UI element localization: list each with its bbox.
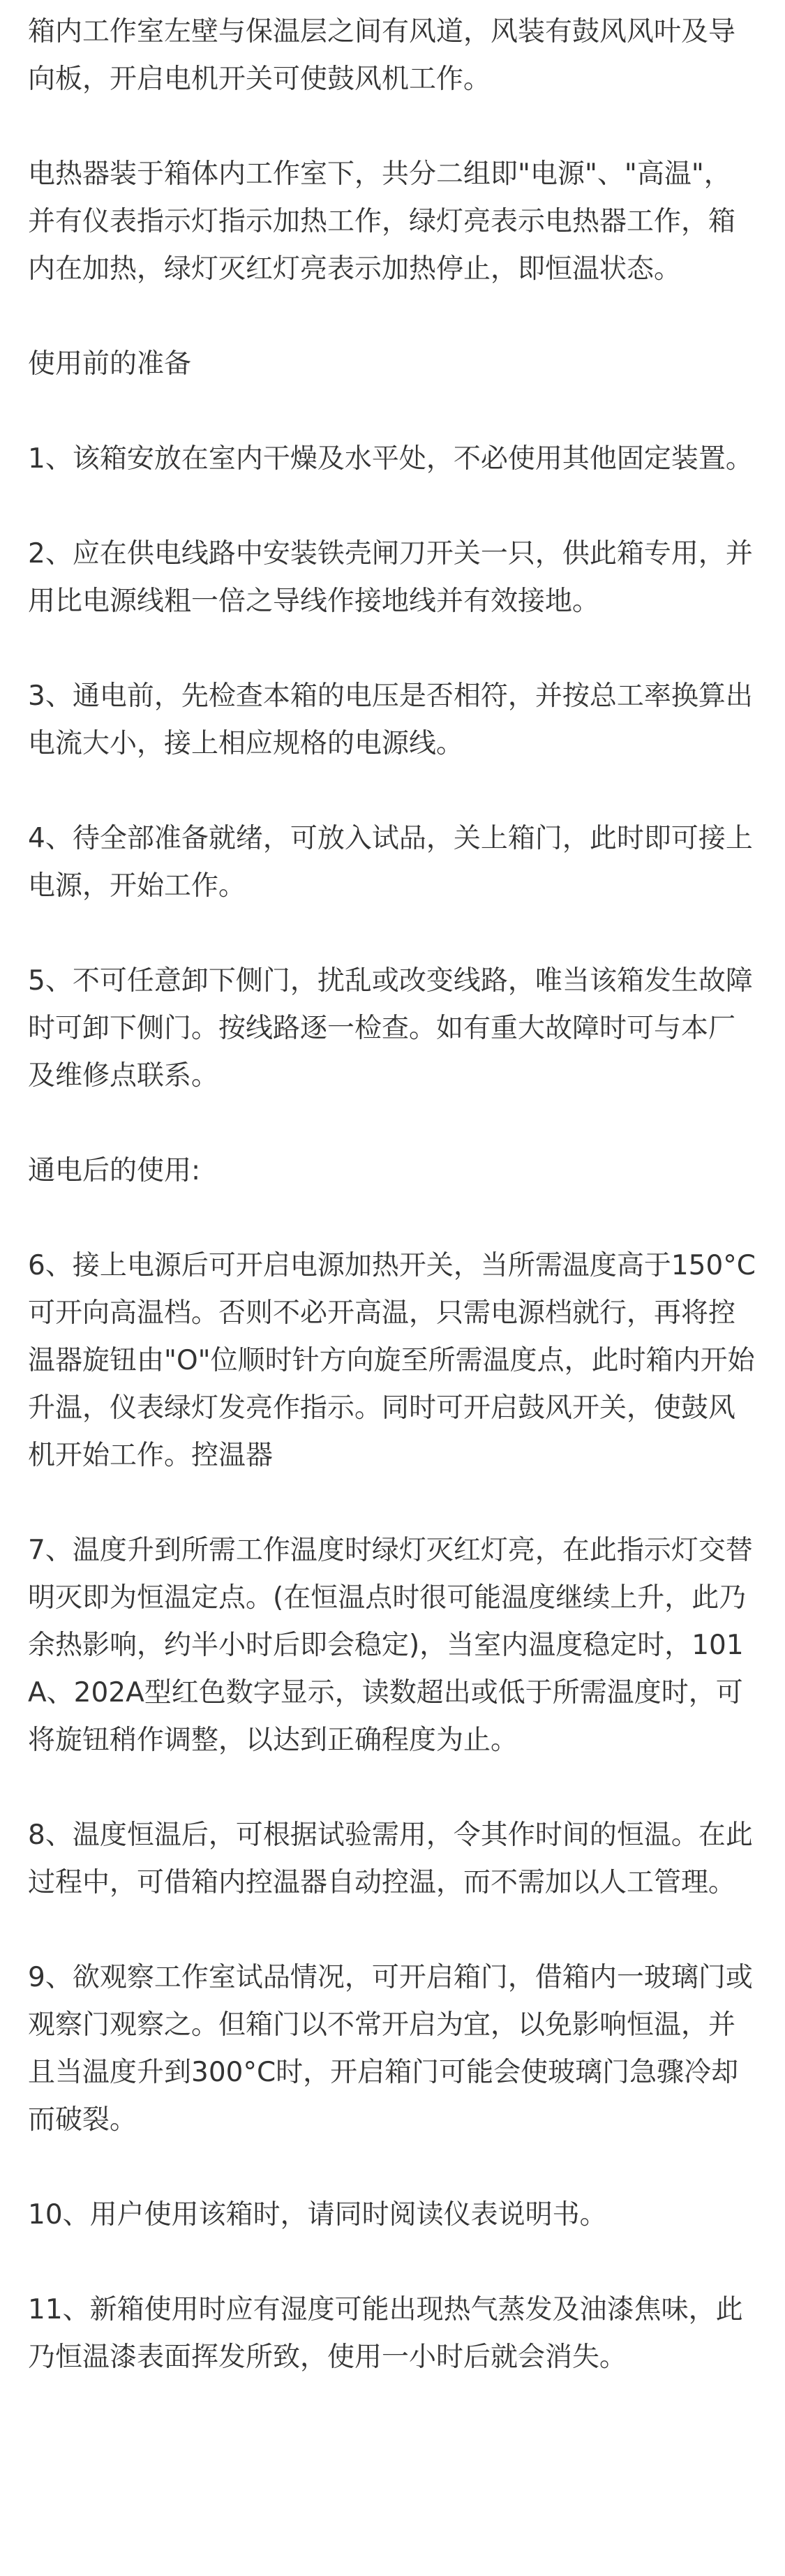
article-body (28, 8, 757, 2381)
list-item-7: 7、温度升到所需工作温度时绿灯灭红灯亮，在此指示灯交替明灭即为恒温定点。(在恒温点时很可能温度继续上升，此乃余热影响，约半小时后即会稳定)，当室内温度稳定时，101A、202A型红色数字显示，读数超出或低于所需温度时，可将旋钮稍作调整，以达到正确程度为止。 (28, 1535, 753, 1756)
list-item-3: 3、通电前，先检查本箱的电压是否相符，并按总工率换算出电流大小，接上相应规格的电源线。 (28, 680, 753, 759)
list-item-11: 11、新箱使用时应有湿度可能出现热气蒸发及油漆焦味，此乃恒温漆表面挥发所致，使用一小时后就会消失。 (28, 2294, 743, 2373)
list-item-4: 4、待全部准备就绪，可放入试品，关上箱门，此时即可接上电源，开始工作。 (28, 823, 753, 902)
list-item-9: 9、欲观察工作室试品情况，可开启箱门，借箱内一玻璃门或观察门观察之。但箱门以不常开启为宜，以免影响恒温，并且当温度升到300°C时，开启箱门可能会使玻璃门急骤冷却而破裂。 (28, 1962, 753, 2136)
list-item-2: 2、应在供电线路中安装铁壳闸刀开关一只，供此箱专用，并用比电源线粗一倍之导线作接地线并有效接地。 (28, 538, 753, 617)
section-heading-preparation: 使用前的准备 (28, 348, 192, 380)
list-item-8: 8、温度恒温后，可根据试验需用，令其作时间的恒温。在此过程中，可借箱内控温器自动控温，而不需加以人工管理。 (28, 1819, 753, 1898)
list-item-6: 6、接上电源后可开启电源加热开关，当所需温度高于150°C可开向高温档。否则不必开高温，只需电源档就行，再将控温器旋钮由"O"位顺时针方向旋至所需温度点，此时箱内开始升温，仪表绿灯发亮作指示。同时可开启鼓风开关，使鼓风机开始工作。控温器 (28, 1250, 756, 1471)
list-item-1: 1、该箱安放在室内干燥及水平处，不必使用其他固定装置。 (28, 443, 753, 475)
list-item-5: 5、不可任意卸下侧门，扰乱或改变线路，唯当该箱发生故障时可卸下侧门。按线路逐一检查。如有重大故障时可与本厂及维修点联系。 (28, 965, 753, 1092)
section-heading-usage: 通电后的使用: (28, 1155, 201, 1186)
list-item-10: 10、用户使用该箱时，请同时阅读仪表说明书。 (28, 2199, 607, 2231)
paragraph-air-duct: 箱内工作室左壁与保温层之间有风道，风装有鼓风风叶及导向板，开启电机开关可使鼓风机工作。 (28, 16, 736, 95)
paragraph-heater: 电热器装于箱体内工作室下，共分二组即"电源"、"高温"，并有仪表指示灯指示加热工作，绿灯亮表示电热器工作，箱内在加热，绿灯灭红灯亮表示加热停止，即恒温状态。 (28, 158, 736, 285)
